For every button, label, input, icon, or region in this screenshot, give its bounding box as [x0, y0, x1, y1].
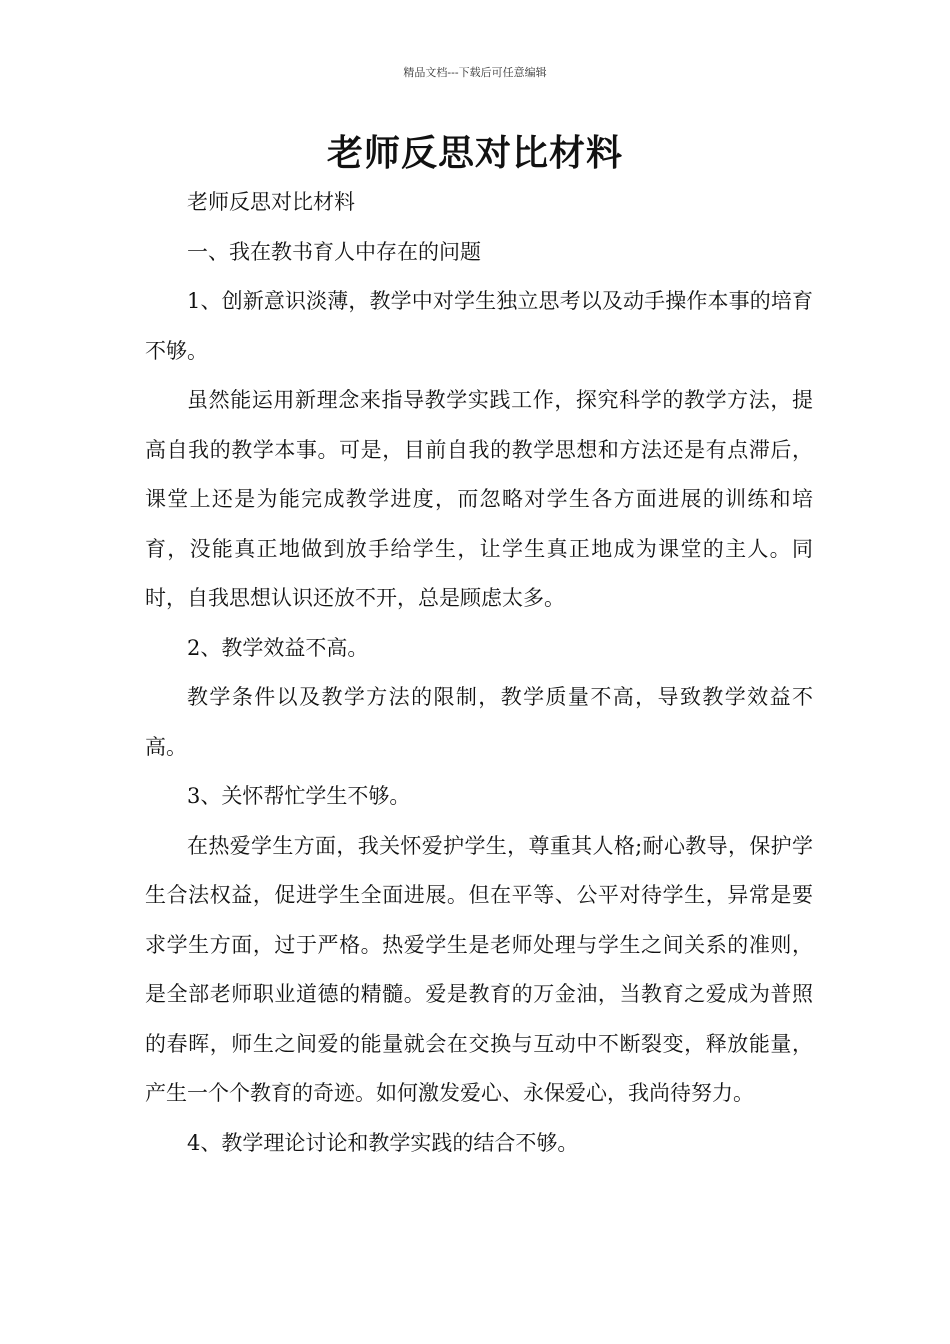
paragraph-item-2-detail: 教学条件以及教学方法的限制，教学质量不高，导致教学效益不高。	[145, 685, 813, 759]
paragraph-item-4: 4、教学理论讨论和教学实践的结合不够。	[187, 1130, 579, 1155]
paragraph-item-3: 3、关怀帮忙学生不够。	[187, 784, 411, 808]
paragraph-item-2: 2、教学效益不高。	[187, 635, 369, 660]
paragraph-item-3-detail: 在热爱学生方面，我关怀爱护学生，尊重其人格;耐心教导，保护学生合法权益，促进学生全面进展。但在平等、公平对待学生，异常是要求学生方面，过于严格。热爱学生是老师处理与学生之间关系的准则，是全部老师职业道德的精髓。爱是教育的万金油，当教育之爱成为普照的春晖，师生之间爱的能量就会在交换与互动中不断裂变，释放能量，产生一个个教育的奇迹。如何激发爱心、永保爱心，我尚待努力。	[145, 833, 813, 1105]
paragraph-item-1: 1、创新意识淡薄，教学中对学生独立思考以及动手操作本事的培育不够。	[145, 289, 813, 363]
paragraph-section-heading: 一、我在教书育人中存在的问题	[187, 239, 481, 264]
paragraph-subtitle: 老师反思对比材料	[187, 190, 355, 214]
document-body	[145, 178, 813, 1168]
paragraph-item-1-detail: 虽然能运用新理念来指导教学实践工作，探究科学的教学方法，提高自我的教学本事。可是，目前自我的教学思想和方法还是有点滞后，课堂上还是为能完成教学进度，而忽略对学生各方面进展的训练和培育，没能真正地做到放手给学生，让学生真正地成为课堂的主人。同时，自我思想认识还放不开，总是顾虑太多。	[145, 388, 813, 610]
document-title: 老师反思对比材料	[326, 132, 623, 174]
page-header-note: 精品文档---下载后可任意编辑	[403, 66, 547, 79]
